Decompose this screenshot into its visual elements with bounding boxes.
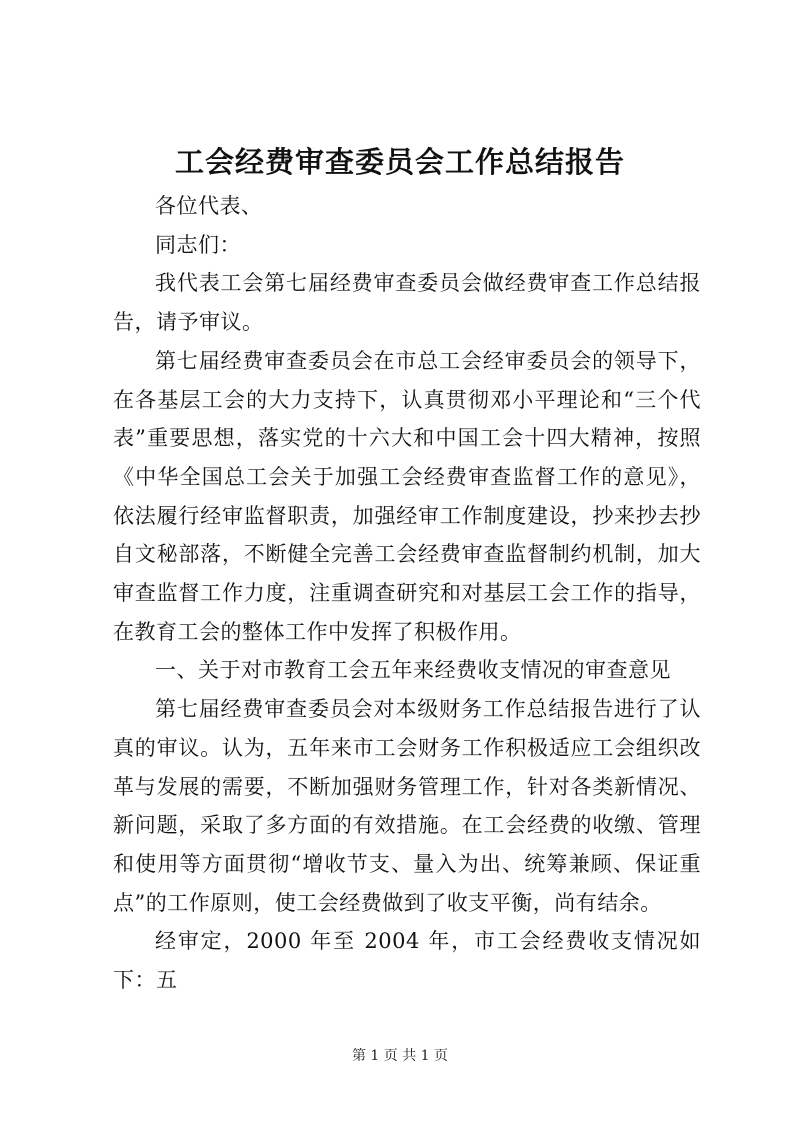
document-body [113, 187, 701, 1000]
section-heading: 一、关于对市教育工会五年来经费收支情况的审查意见 [155, 658, 671, 683]
page-footer: 第 1 页 共 1 页 [351, 1048, 449, 1064]
salutation-paragraph: 同志们： [155, 232, 241, 257]
document-title: 工会经费审查委员会工作总结报告 [174, 145, 625, 179]
body-paragraph: 经审定，2000 年至 2004 年，市工会经费收支情况如下：五 [113, 929, 701, 993]
salutation-paragraph: 各位代表、 [155, 194, 263, 218]
intro-paragraph: 我代表工会第七届经费审查委员会做经费审查工作总结报告，请予审议。 [113, 271, 701, 335]
body-paragraph: 第七届经费审查委员会对本级财务工作总结报告进行了认真的审议。认为，五年来市工会财务工作积极适应工会组织改革与发展的需要，不断加强财务管理工作，针对各类新情况、新问题，采取了多方面的有效措施。在工会经费的收缴、管理和使用等方面贯彻“增收节支、量入为出、统筹兼顾、保证重点”的工作原则，使工会经费做到了收支平衡，尚有结余。 [113, 697, 701, 915]
body-paragraph: 第七届经费审查委员会在市总工会经审委员会的领导下，在各基层工会的大力支持下，认真贯彻邓小平理论和“三个代表”重要思想，落实党的十六大和中国工会十四大精神，按照《中华全国总工会关于加强工会经费审查监督工作的意见》，依法履行经审监督职责，加强经审工作制度建设，抄来抄去抄自文秘部落，不断健全完善工会经费审查监督制约机制，加大审查监督工作力度，注重调查研究和对基层工会工作的指导，在教育工会的整体工作中发挥了积极作用。 [113, 348, 701, 644]
